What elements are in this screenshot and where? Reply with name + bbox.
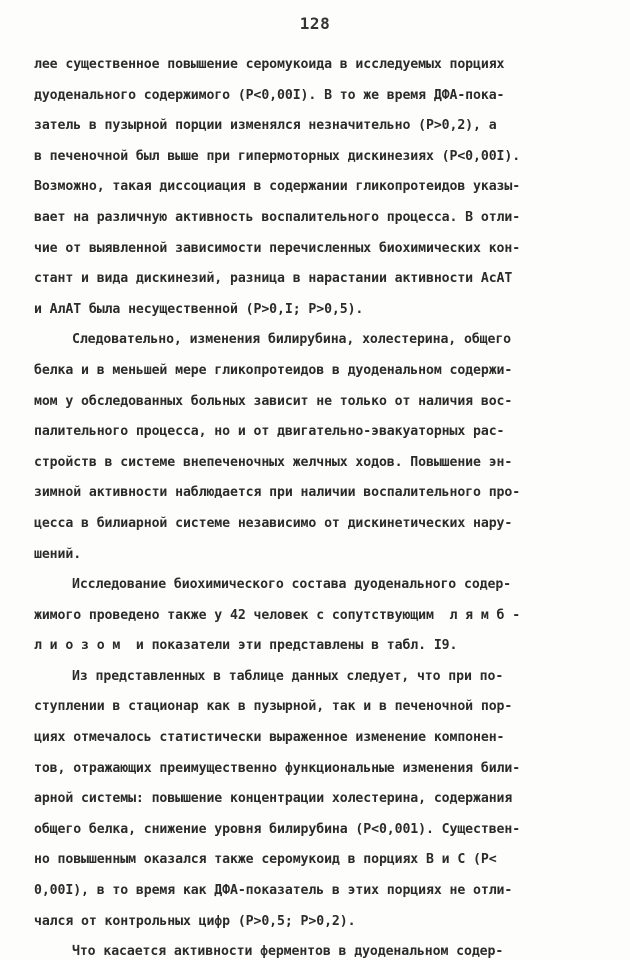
- text-line: стант и вида дискинезий, разница в нарастании активности АсАТ: [34, 271, 513, 287]
- text-line: затель в пузырной порции изменялся незначительно (Р>0,2), а: [34, 118, 497, 134]
- text-line: шений.: [34, 546, 82, 562]
- text-line: арной системы: повышение концентрации холестерина, содержания: [34, 791, 513, 807]
- text-line: жимого проведено также у 42 человек с сопутствующим л я м б -: [34, 607, 521, 623]
- text-line: тов, отражающих преимущественно функциональные изменения били-: [34, 760, 521, 776]
- text-line: дуоденального содержимого (Р<0,00I). В то же время ДФА-пока-: [34, 87, 505, 103]
- text-line: стройств в системе внепеченочных желчных ходов. Повышение эн-: [34, 454, 513, 470]
- paragraph-first-line: Из представленных в таблице данных следует, что при по-: [72, 668, 504, 684]
- text-line: циях отмечалось статистически выраженное изменение компонен-: [34, 730, 505, 746]
- paragraph-first-line: Следовательно, изменения билирубина, холестерина, общего: [72, 332, 512, 348]
- text-line: общего белка, снижение уровня билирубина (Р<0,001). Существен-: [34, 821, 521, 837]
- text-line: 0,00I), в то время как ДФА-показатель в этих порциях не отли-: [34, 883, 513, 899]
- text-line: вает на различную активность воспалительного процесса. В отли-: [34, 209, 521, 225]
- text-line: белка и в меньшей мере гликопротеидов в дуоденальном содержи-: [34, 362, 513, 378]
- paragraph-first-line: Что касается активности ферментов в дуоденальном содер-: [72, 944, 504, 960]
- text-line: чался от контрольных цифр (Р>0,5; Р>0,2).: [34, 913, 356, 929]
- text-line: чие от выявленной зависимости перечисленных биохимических кон-: [34, 240, 521, 256]
- text-line: мом у обследованных больных зависит не только от наличия вос-: [34, 393, 513, 409]
- text-line: палительного процесса, но и от двигательно-эвакуаторных рас-: [34, 424, 505, 440]
- text-line: зимной активности наблюдается при наличии воспалительного про-: [34, 485, 521, 501]
- text-line: л и о з о м и показатели эти представлены в табл. I9.: [34, 638, 458, 654]
- text-line: ступлении в стационар как в пузырной, так и в печеночной пор-: [34, 699, 513, 715]
- text-line: цесса в билиарной системе независимо от дискинетических нару-: [34, 515, 513, 531]
- paragraph-first-line: Исследование биохимического состава дуоденального содер-: [72, 577, 512, 593]
- text-line: в печеночной был выше при гипермоторных дискинезиях (Р<0,00I).: [34, 148, 521, 164]
- text-line: и АлАТ была несущественной (Р>0,I; Р>0,5).: [34, 301, 364, 317]
- text-line: но повышенным оказался также серомукоид в порциях В и С (Р<: [34, 852, 497, 868]
- body-text: [34, 50, 604, 968]
- text-line: лее существенное повышение серомукоида в исследуемых порциях: [34, 57, 505, 72]
- page-number: 128: [299, 14, 331, 33]
- text-line: Возможно, такая диссоциация в содержании гликопротеидов указы-: [34, 179, 521, 195]
